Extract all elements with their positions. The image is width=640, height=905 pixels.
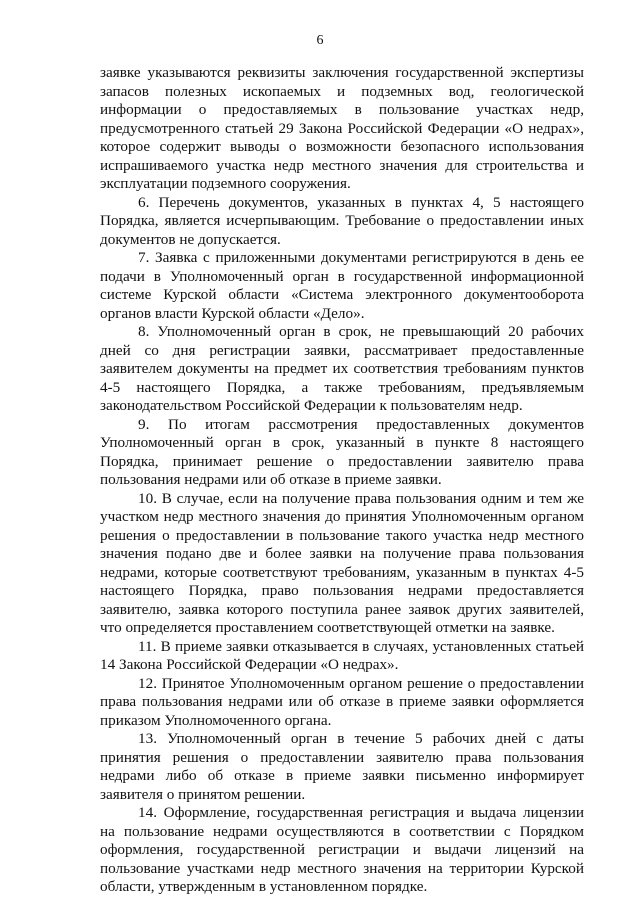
paragraph-item-10: 10. В случае, если на получение права пользования одним и тем же участком недр местного значения до принятия Уполномоченным органом решения о предоставлении в пользование такого участка недр местного значения подано две и более заявки на получение права пользования недрами, которые соответствуют требованиям, указанным в пунктах 4-5 настоящего Порядка, право пользования недрами предоставляется заявителю, заявка которого поступила ранее заявок других заявителей, что определяется проставлением соответствующей отметки на заявке. [100, 489, 584, 636]
paragraph-item-8: 8. Уполномоченный орган в срок, не превышающий 20 рабочих дней со дня регистрации заявки, рассматривает предоставленные заявителем документы на предмет их соответствия требованиям пунктов 4-5 настоящего Порядка, а также требованиям, предъявляемым законодательством Российской Федерации к пользователям недр. [100, 323, 584, 414]
page-number: 6 [316, 33, 324, 48]
document-body [100, 64, 584, 897]
paragraph-item-12: 12. Принятое Уполномоченным органом решение о предоставлении права пользования недрами или об отказе в приеме заявки оформляется приказом Уполномоченного органа. [100, 674, 584, 729]
paragraph-item-7: 7. Заявка с приложенными документами регистрируются в день ее подачи в Уполномоченный орган в государственной информационной системе Курской области «Система электронного документооборота органов власти Курской области «Дело». [100, 249, 584, 322]
paragraph-continuation: заявке указываются реквизиты заключения государственной экспертизы запасов полезных ископаемых и подземных вод, геологической информации о предоставляемых в пользование участках недр, предусмотренного статьей 29 Закона Российской Федерации «О недрах», которое содержит выводы о возможности безопасного использования испрашиваемого участка недр местного значения для строительства и эксплуатации подземного сооружения. [100, 64, 584, 192]
paragraph-item-6: 6. Перечень документов, указанных в пунктах 4, 5 настоящего Порядка, является исчерпывающим. Требование о предоставлении иных документов не допускается. [100, 193, 584, 248]
paragraph-item-11: 11. В приеме заявки отказывается в случаях, установленных статьей 14 Закона Российской Федерации «О недрах». [100, 637, 584, 673]
paragraph-item-13: 13. Уполномоченный орган в течение 5 рабочих дней с даты принятия решения о предоставлении заявителю права пользования недрами либо об отказе в приеме заявки письменно информирует заявителя о принятом решении. [100, 730, 584, 803]
paragraph-item-9: 9. По итогам рассмотрения предоставленных документов Уполномоченный орган в срок, указанный в пункте 8 настоящего Порядка, принимает решение о предоставлении заявителю права пользования недрами или об отказе в приеме заявки. [100, 415, 584, 488]
paragraph-item-14: 14. Оформление, государственная регистрация и выдача лицензии на пользование недрами осуществляются в соответствии с Порядком оформления, государственной регистрации и выдачи лицензий на пользование участками недр местного значения на территории Курской области, утвержденным в установленном порядке. [100, 804, 584, 895]
